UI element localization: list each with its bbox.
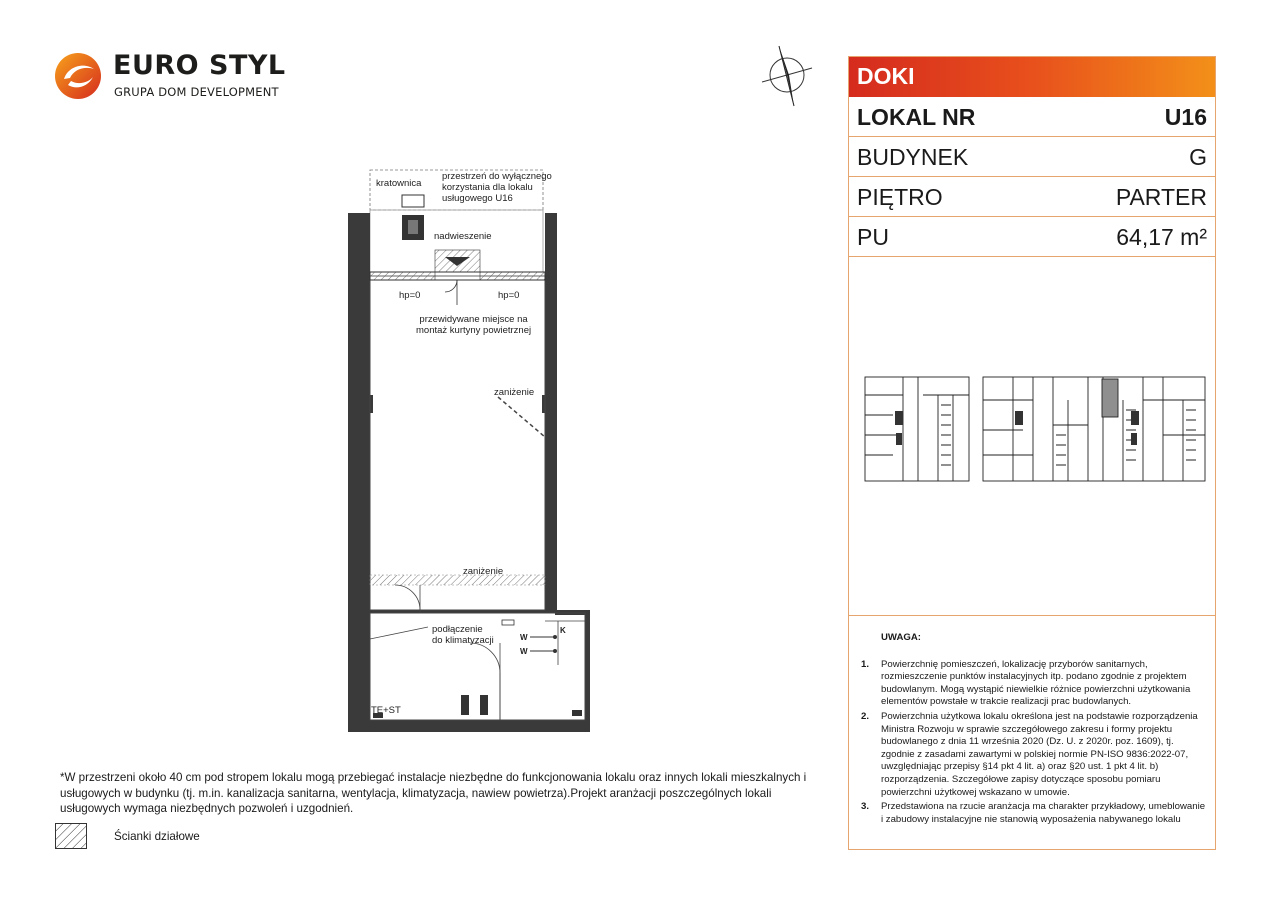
- note-text: Przedstawiona na rzucie aranżacja ma charakter przykładowy, umeblowanie i zabudowy instalacyjne nie stanowią wyposażenia nabywanego lokalu: [881, 801, 1206, 825]
- notes-title: UWAGA:: [881, 632, 921, 643]
- plan-label-hp-right: hp=0: [498, 290, 520, 301]
- row-floor: [849, 177, 1215, 217]
- north-arrow-icon: [758, 42, 816, 108]
- row-unit-number: [849, 97, 1215, 137]
- plan-label-exclusive-area: przestrzeń do wyłącznego korzystania dla lokalu usługowego U16: [442, 171, 552, 204]
- note-item: [861, 659, 1206, 709]
- plan-label-water-2: W: [520, 647, 528, 656]
- row-value: PARTER: [1115, 184, 1207, 210]
- unit-info-panel: [848, 56, 1216, 850]
- plan-label-lowering-1: zaniżenie: [494, 387, 535, 398]
- plan-label-water-1: W: [520, 633, 528, 642]
- plan-label-tele: TE+ST: [371, 705, 401, 716]
- plan-label-lowering-2: zaniżenie: [463, 566, 504, 577]
- brand-subtitle: GRUPA DOM DEVELOPMENT: [114, 85, 279, 99]
- row-building: [849, 137, 1215, 177]
- brand-logo-icon: [54, 52, 102, 100]
- note-item: [861, 801, 1206, 826]
- plan-label-sewer: K: [560, 626, 566, 635]
- note-number: 1.: [861, 658, 870, 670]
- plan-label-grating: kratownica: [376, 178, 422, 189]
- plan-label-air-curtain: przewidywane miejsce na montaż kurtyny powietrznej: [416, 314, 532, 336]
- notes-section: [861, 632, 1206, 828]
- plan-label-hp-left: hp=0: [399, 290, 421, 301]
- investment-name: DOKI: [857, 63, 915, 89]
- row-label: LOKAL NR: [857, 104, 976, 130]
- footnote: *W przestrzeni około 40 cm pod stropem lokalu mogą przebiegać instalacje niezbędne do funkcjonowania lokalu oraz innych lokali mieszkalnych i usługowych w budynku (tj. m.in. kanalizacja sanitarna, wentylacja, klimatyzacja, nawiew powietrza).Projekt aranżacji poszczególnych lokali usługowych wymaga niezbędnych pozwoleń i uzgodnień.: [60, 771, 807, 816]
- floor-plan-drawing: [340, 165, 600, 740]
- row-area: [849, 217, 1215, 257]
- row-value: G: [1189, 144, 1207, 170]
- note-text: Powierzchnię pomieszczeń, lokalizację przyborów sanitarnych, rozmieszczenie punktów instalacyjnych itp. podano zgodnie z projektem budowlanym. Mogą wystąpić niewielkie różnice powierzchni użytkowania elementów powstałe w trakcie realizacji prac budowlanych.: [881, 658, 1191, 708]
- note-item: [861, 711, 1206, 799]
- brand-name: EURO STYL: [113, 50, 286, 81]
- note-number: 2.: [861, 710, 870, 722]
- row-label: BUDYNEK: [857, 144, 969, 170]
- row-label: PU: [857, 224, 889, 250]
- row-value: U16: [1164, 104, 1207, 130]
- row-value: 64,17 m²: [1116, 224, 1207, 250]
- plan-label-overhang: nadwieszenie: [434, 231, 492, 242]
- building-key-plan: [863, 375, 1207, 485]
- partition-hatch-legend-icon: [55, 823, 87, 849]
- row-label: PIĘTRO: [857, 184, 943, 210]
- investment-header: [849, 57, 1215, 97]
- legend-label: Ścianki działowe: [114, 830, 200, 843]
- note-number: 3.: [861, 801, 870, 813]
- note-text: Powierzchnia użytkowa lokalu określona jest na podstawie rozporządzenia Ministra Rozwoju w sprawie szczegółowego zakresu i formy projektu budowlanego z dnia 11 września 2020 (Dz. U. z 2020r. poz. 1609), tj. zgodnie z zasadami zawartymi w polskiej normie PN-ISO 9836:2022-07, uwzględniając przepisy §14 pkt 4 lit. a) oraz §20 ust. 1 pkt 4 lit. b) rozporządzenia. Szczegółowe zapisy dotyczące sposobu pomiaru powierzchni użytkowej wskazano w umowie.: [881, 710, 1198, 798]
- plan-label-aircon: podłączenie do klimatyzacji: [432, 624, 494, 646]
